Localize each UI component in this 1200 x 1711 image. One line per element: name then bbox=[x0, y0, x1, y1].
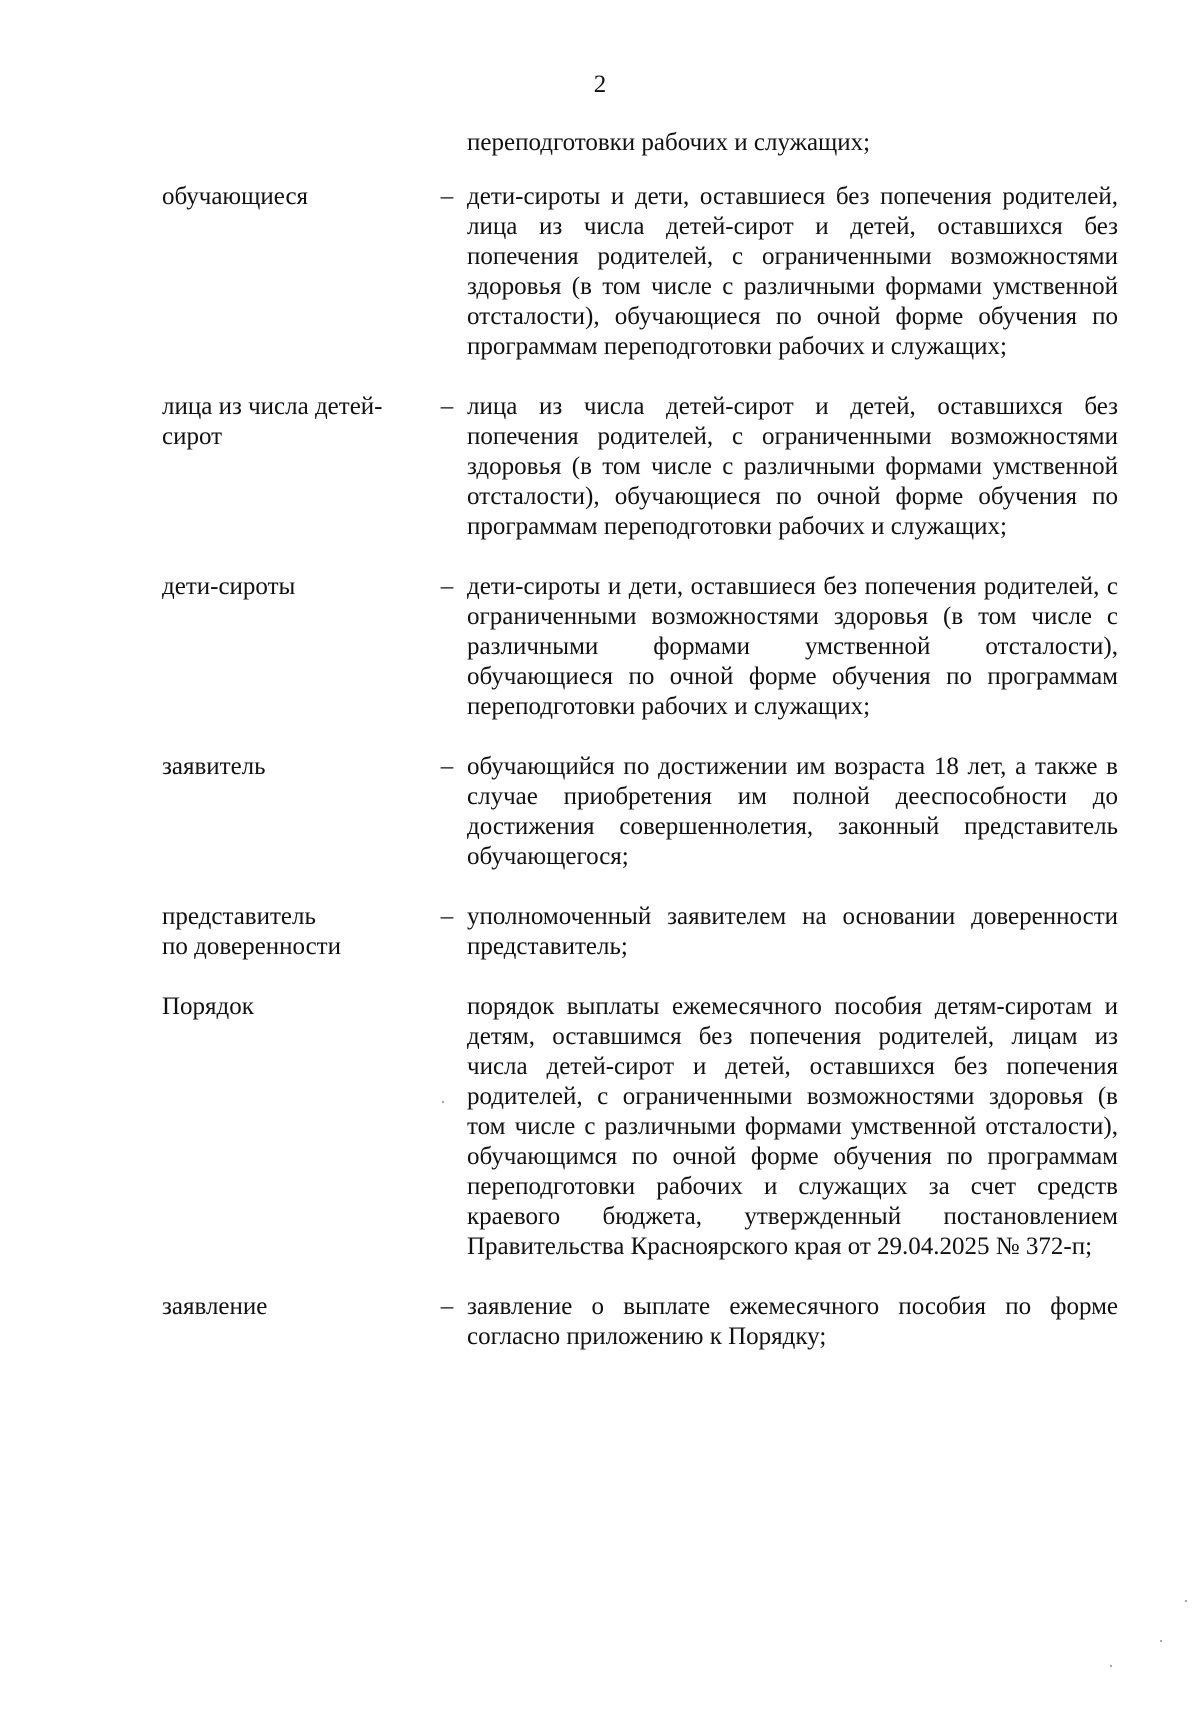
dash: – bbox=[440, 753, 454, 780]
scan-speck bbox=[1185, 1600, 1187, 1602]
definition-text: дети-сироты и дети, оставшиеся без попечения родителей, с ограниченными возможностями здоровья (в том числе с различными формами умственной отсталости), обучающиеся по очной форме обучения по программам переподготовки рабочих и служащих; bbox=[467, 573, 1118, 720]
term: обучающиеся bbox=[162, 183, 309, 210]
term: представитель по доверенности bbox=[162, 903, 341, 960]
continuation-text: переподготовки рабочих и служащих; bbox=[467, 129, 871, 156]
term: заявление bbox=[162, 1293, 268, 1320]
dash: – bbox=[440, 183, 454, 210]
definition-entry-predstavitel bbox=[162, 902, 1118, 962]
scan-speck bbox=[1110, 1665, 1112, 1667]
definition-entry-litsa-iz-chisla bbox=[162, 392, 1118, 542]
definition-entry-deti-siroty bbox=[162, 572, 1118, 722]
definition-text: уполномоченный заявителем на основании доверенности представитель; bbox=[467, 903, 1118, 960]
definition-entry-zayavitel bbox=[162, 752, 1118, 872]
definition-text: лица из числа детей-сирот и детей, оставшихся без попечения родителей, с ограниченными возможностями здоровья (в том числе с различными формами умственной отсталости), обучающиеся по очной форме обучения по программам переподготовки рабочих и служащих; bbox=[467, 393, 1118, 540]
page-number: 2 bbox=[593, 71, 607, 98]
definition-text: обучающийся по достижении им возраста 18 лет, а также в случае приобретения им полной дееспособности до достижения совершеннолетия, законный представитель обучающегося; bbox=[467, 753, 1118, 870]
term: Порядок bbox=[162, 993, 254, 1020]
term: лица из числа детей- сирот bbox=[162, 393, 383, 450]
definition-entry-zayavlenie bbox=[162, 1292, 1118, 1352]
definition-text: дети-сироты и дети, оставшиеся без попечения родителей, лица из числа детей-сирот и детей, оставшихся без попечения родителей, с ограниченными возможностями здоровья (в том числе с различными формами умственной отсталости), обучающиеся по очной форме обучения по программам переподготовки рабочих и служащих; bbox=[467, 183, 1118, 360]
definition-text: заявление о выплате ежемесячного пособия по форме согласно приложению к Порядку; bbox=[467, 1293, 1118, 1350]
dash: – bbox=[440, 1293, 454, 1320]
definitions-list bbox=[162, 182, 1118, 1382]
dash: – bbox=[440, 573, 454, 600]
scan-speck bbox=[442, 1101, 444, 1103]
definition-entry-poryadok bbox=[162, 992, 1118, 1262]
definition-text: порядок выплаты ежемесячного пособия детям-сиротам и детям, оставшимся без попечения родителей, лицам из числа детей-сирот и детей, оставшихся без попечения родителей, с ограниченными возможностями здоровья (в том числе с различными формами умственной отсталости), обучающимся по очной форме обучения по программам переподготовки рабочих и служащих за счет средств краевого бюджета, утвержденный постановлением Правительства Красноярского края от 29.04.2025 № 372-п; bbox=[467, 993, 1118, 1260]
dash: – bbox=[440, 903, 454, 930]
term: дети-сироты bbox=[162, 573, 296, 600]
definition-entry-obuchayushchiesya bbox=[162, 182, 1118, 362]
scan-speck bbox=[1160, 1640, 1162, 1642]
dash: – bbox=[440, 393, 454, 420]
term: заявитель bbox=[162, 753, 266, 780]
